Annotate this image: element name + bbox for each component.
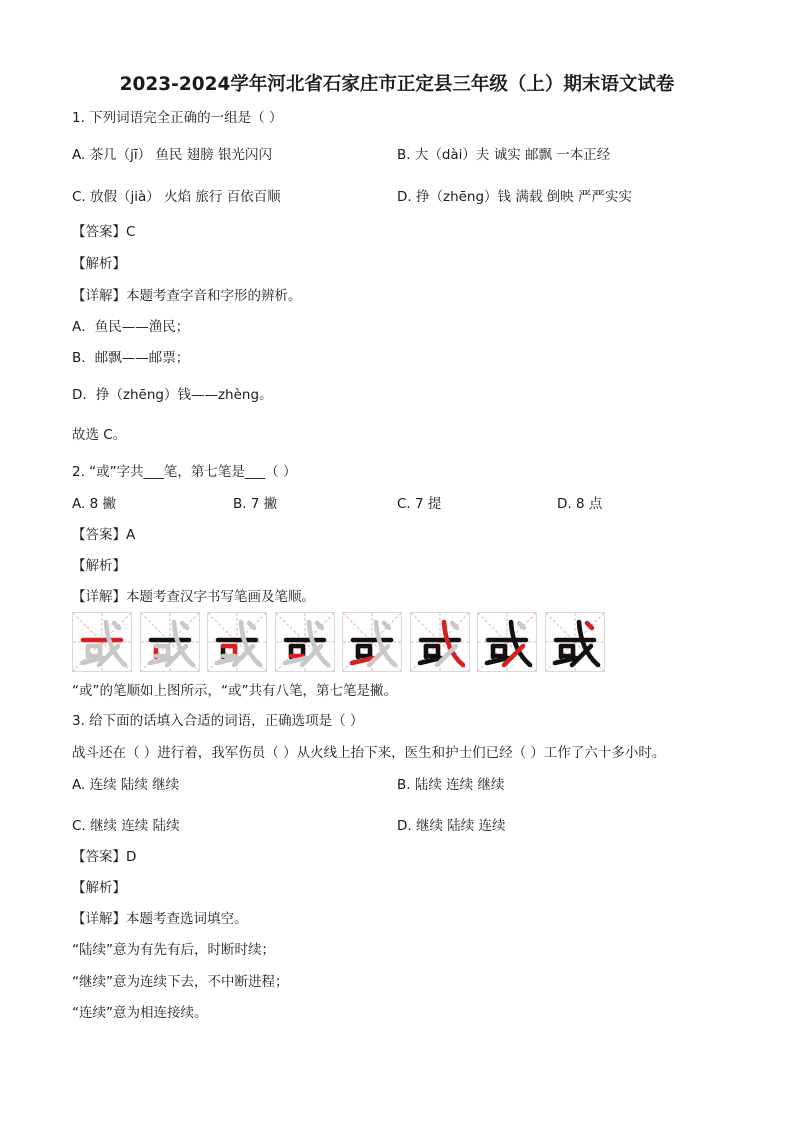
q3-option-d: D. 继续 陆续 连续 bbox=[397, 818, 506, 834]
q1-analysis-heading: 【解析】 bbox=[72, 256, 126, 272]
q3-detail: 【详解】本题考查选词填空。 bbox=[72, 911, 248, 927]
stroke-segment bbox=[317, 623, 322, 628]
stroke-order-step bbox=[140, 612, 200, 672]
q1-detail: 【详解】本题考查字音和字形的辨析。 bbox=[72, 288, 302, 304]
q3-option-a: A. 连续 陆续 继续 bbox=[72, 777, 180, 793]
q1-detail-d: D．挣（zhēng）钱——zhèng。 bbox=[72, 387, 273, 403]
q3-analysis-heading: 【解析】 bbox=[72, 880, 126, 896]
stroke-segment bbox=[249, 623, 254, 628]
stroke-segment bbox=[452, 623, 457, 628]
q1-option-c: C. 放假（jià） 火焰 旅行 百依百顺 bbox=[72, 189, 281, 205]
q2-option-a: A. 8 撇 bbox=[72, 496, 116, 512]
q2-stem: 2. “或”字共___笔，第七笔是___（ ） bbox=[72, 464, 297, 480]
q3-option-b: B. 陆续 连续 继续 bbox=[397, 777, 505, 793]
stroke-order-step bbox=[72, 612, 132, 672]
q3-answer: 【答案】D bbox=[72, 849, 137, 865]
stroke-order-step bbox=[342, 612, 402, 672]
q3-explain-3: “连续”意为相连接续。 bbox=[72, 1005, 208, 1021]
stroke-character-glyph bbox=[411, 613, 469, 671]
q3-explain-1: “陆续”意为有先有后，时断时续； bbox=[72, 942, 275, 958]
q1-option-a: A. 茶几（jī） 鱼民 翅膀 银光闪闪 bbox=[72, 147, 272, 163]
q3-sentence: 战斗还在（ ）进行着，我军伤员（ ）从火线上抬下来，医生和护士们已经（ ）工作了六十多小时。 bbox=[72, 745, 666, 761]
stroke-order-step bbox=[477, 612, 537, 672]
stroke-order-step bbox=[410, 612, 470, 672]
q1-option-d: D. 挣（zhēng）钱 满载 倒映 严严实实 bbox=[397, 189, 632, 205]
stroke-segment bbox=[114, 623, 119, 628]
q1-option-b: B. 大（dài）夫 诚实 邮飘 一本正经 bbox=[397, 147, 611, 163]
stroke-character-glyph bbox=[478, 613, 536, 671]
stroke-segment bbox=[182, 623, 187, 628]
stroke-segment bbox=[587, 623, 592, 628]
q2-option-c: C. 7 提 bbox=[397, 496, 442, 512]
q1-answer: 【答案】C bbox=[72, 224, 136, 240]
q2-option-b: B. 7 撇 bbox=[233, 496, 278, 512]
q2-option-d: D. 8 点 bbox=[557, 496, 603, 512]
stroke-character-glyph bbox=[73, 613, 131, 671]
stroke-order-step bbox=[207, 612, 267, 672]
stroke-character-glyph bbox=[208, 613, 266, 671]
stroke-character-glyph bbox=[141, 613, 199, 671]
stroke-segment bbox=[519, 623, 524, 628]
stroke-segment bbox=[384, 623, 389, 628]
q3-stem: 3. 给下面的话填入合适的词语，正确选项是（ ） bbox=[72, 713, 364, 729]
stroke-order-step bbox=[275, 612, 335, 672]
exam-title: 2023-2024学年河北省石家庄市正定县三年级（上）期末语文试卷 bbox=[119, 74, 675, 95]
q1-detail-a: A．鱼民——渔民； bbox=[72, 319, 190, 335]
q1-detail-b: B．邮飘——邮票； bbox=[72, 350, 190, 366]
q3-option-c: C. 继续 连续 陆续 bbox=[72, 818, 180, 834]
q2-note: “或”的笔顺如上图所示，“或”共有八笔，第七笔是撇。 bbox=[72, 683, 397, 699]
q1-conclusion: 故选 C。 bbox=[72, 427, 127, 443]
stroke-character-glyph bbox=[276, 613, 334, 671]
q2-answer: 【答案】A bbox=[72, 527, 136, 543]
stroke-order-step bbox=[545, 612, 605, 672]
stroke-character-glyph bbox=[546, 613, 604, 671]
q1-stem: 1. 下列词语完全正确的一组是（ ） bbox=[72, 110, 283, 126]
q3-explain-2: “继续”意为连续下去，不中断进程； bbox=[72, 974, 289, 990]
stroke-character-glyph bbox=[343, 613, 401, 671]
q2-detail: 【详解】本题考查汉字书写笔画及笔顺。 bbox=[72, 589, 315, 605]
q2-analysis-heading: 【解析】 bbox=[72, 558, 126, 574]
